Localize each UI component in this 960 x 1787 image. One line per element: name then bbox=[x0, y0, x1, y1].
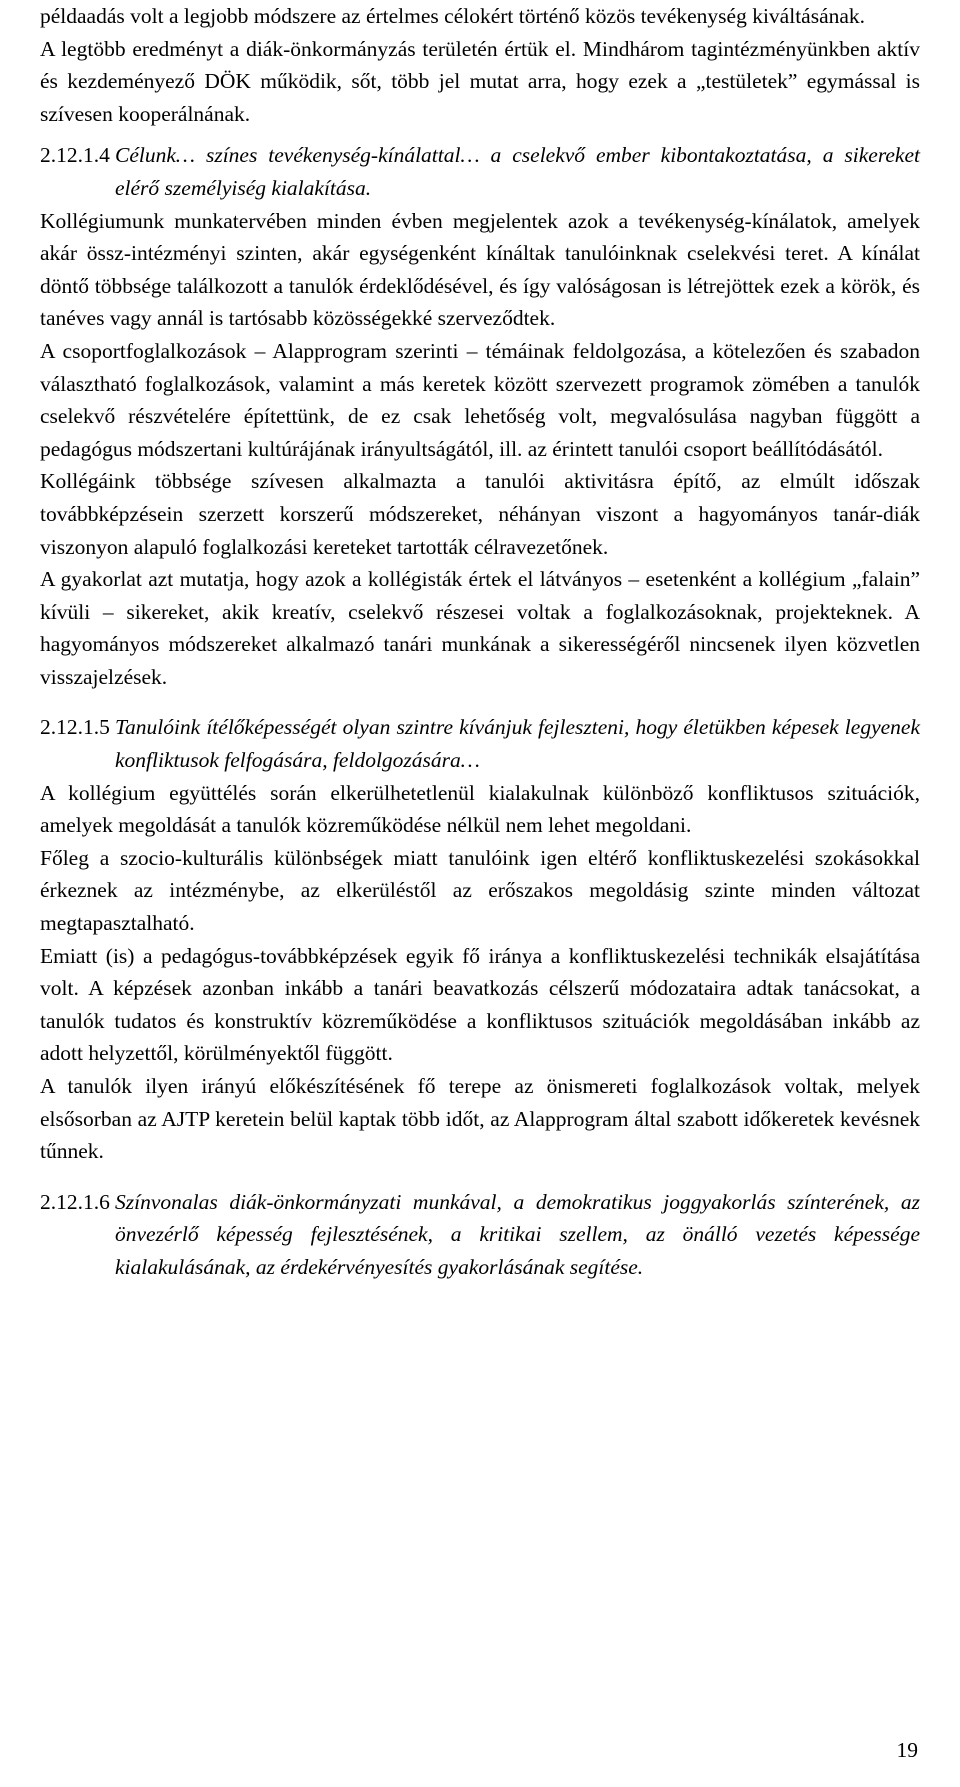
paragraph: Főleg a szocio-kulturális különbségek miatt tanulóink igen eltérő konfliktuskezelési szokásokkal érkeznek az intézménybe, az elkerüléstől az erőszakos megoldásig szinte minden változat megtapasztalható. bbox=[40, 845, 920, 936]
section-heading-2-12-1-5 bbox=[40, 711, 920, 776]
paragraph: A tanulók ilyen irányú előkészítésének fő terepe az önismereti foglalkozások voltak, melyek elsősorban az AJTP keretein belül kaptak több időt, az Alapprogram által szabott időkeretek kevésnek tűnnek. bbox=[40, 1074, 920, 1164]
paragraph: Kollégiumunk munkatervében minden évben megjelentek azok a tevékenység-kínálatok, amelyek akár össz-intézményi szinten, akár egységenként kínáltak tanulóinknak cselekvési teret. A kínálat döntő többsége találkozott a tanulók érdeklődésével, és így valóságosan is létrejöttek ezek a körök, és tanéves vagy annál is tartósabb közösségekké szerveződtek. bbox=[40, 208, 920, 331]
section-title: Célunk… színes tevékenység-kínálattal… a cselekvő ember kibontakoztatása, a sikereket elérő személyiség kialakítása. bbox=[115, 143, 920, 200]
section-heading-2-12-1-4 bbox=[40, 139, 920, 204]
paragraph: A legtöbb eredményt a diák-önkormányzás területén értük el. Mindhárom tagintézményünkben aktív és kezdeményező DÖK működik, sőt, több jel mutat arra, hogy ezek a „testületek” egymással is szívesen kooperálnának. bbox=[40, 36, 920, 126]
paragraph: A kollégium együttélés során elkerülhetetlenül kialakulnak különböző konfliktusos szituációk, amelyek megoldását a tanulók közreműködése nélkül nem lehet megoldani. bbox=[40, 780, 920, 838]
section-number: 2.12.1.6 bbox=[40, 1189, 110, 1214]
paragraph: példaadás volt a legjobb módszere az értelmes célokért történő közös tevékenység kiváltásának. bbox=[40, 4, 866, 28]
section-title: Tanulóink ítélőképességét olyan szintre kívánjuk fejleszteni, hogy életükben képesek legyenek konfliktusok felfogására, feldolgozására… bbox=[115, 715, 920, 773]
section-heading-2-12-1-6 bbox=[40, 1186, 920, 1284]
paragraph: Kollégáink többsége szívesen alkalmazta a tanulói aktivitásra építő, az elmúlt időszak továbbképzésein szerzett korszerű módszereket, néhányan viszont a hagyományos tanár-diák viszonyon alapuló foglalkozási kereteket tartották célravezetőnek. bbox=[40, 469, 920, 559]
section-title: Színvonalas diák-önkormányzati munkával, a demokratikus joggyakorlás színterének, az önvezérlő képesség fejlesztésének, a kritikai szellem, az önálló vezetés képessége kialakulásának, az érdekérvényesítés gyakorlásának segítése. bbox=[115, 1189, 920, 1279]
section-number: 2.12.1.5 bbox=[40, 715, 110, 740]
page-number: 19 bbox=[896, 1738, 918, 1762]
paragraph: Emiatt (is) a pedagógus-továbbképzések egyik fő iránya a konfliktuskezelési technikák elsajátítása volt. A képzések azonban inkább a tanári beavatkozás célszerű módozataira adtak tanácsokat, a tanulók tudatos és konstruktív közreműködése a konfliktusos szituációk megoldásában inkább az adott helyzettől, körülményektől függött. bbox=[40, 943, 920, 1066]
paragraph: A csoportfoglalkozások – Alapprogram szerinti – témáinak feldolgozása, a kötelezően és szabadon választható foglalkozások, valamint a más keretek között szervezett programok zömében a tanulók cselekvő részvételére építettünk, de ez csak lehetőség volt, megvalósulása nagyban függött a pedagógus módszertani kultúrájának irányultságától, ill. az érintett tanulói csoport beállítódásától. bbox=[40, 338, 920, 461]
section-number: 2.12.1.4 bbox=[40, 143, 110, 168]
paragraph: A gyakorlat azt mutatja, hogy azok a kollégisták értek el látványos – esetenként a kollégium „falain” kívüli – sikereket, akik kreatív, cselekvő részesei voltak a foglalkozásoknak, projekteknek. A hagyományos módszereket alkalmazó tanári munkának a sikerességéről nincsenek ilyen közvetlen visszajelzések. bbox=[40, 567, 920, 689]
document-page bbox=[40, 0, 920, 1284]
